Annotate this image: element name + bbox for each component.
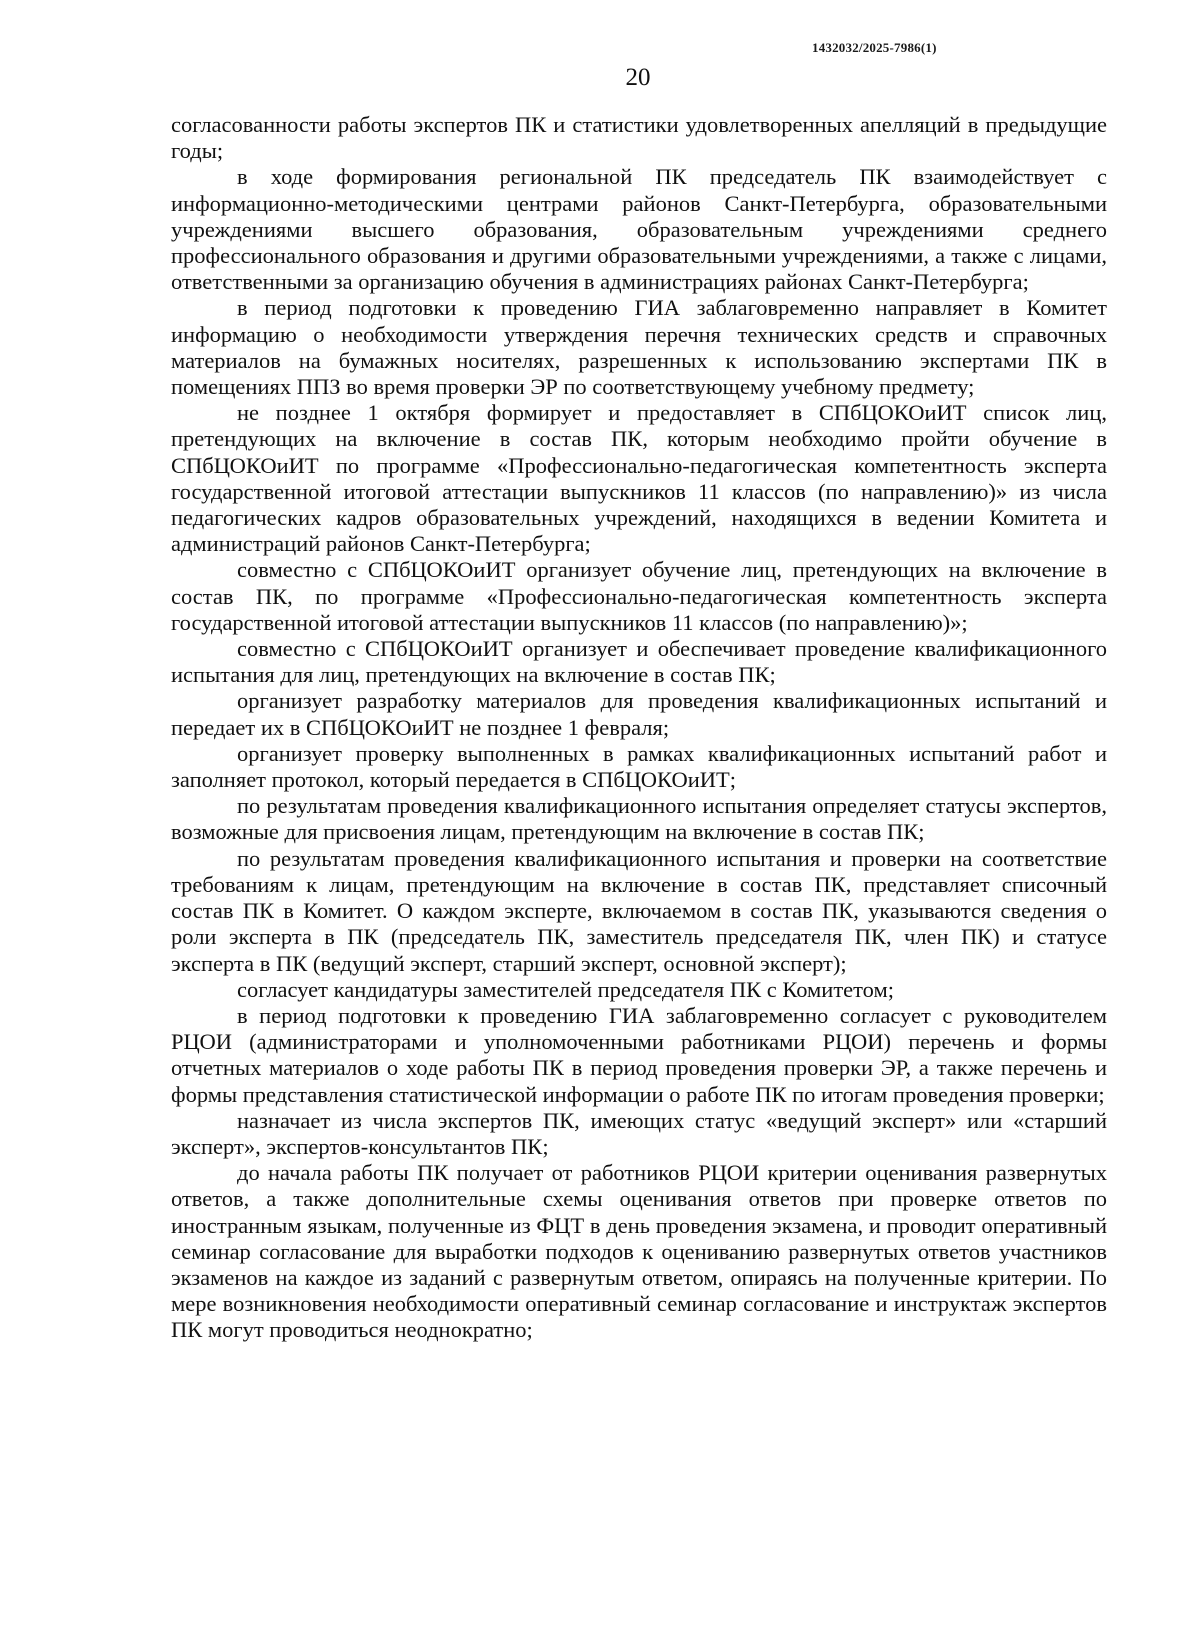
paragraph: в ходе формирования региональной ПК председатель ПК взаимодействует с информационно-методическими центрами районов Санкт-Петербурга, образовательными учреждениями высшего образования, образовательным учреждениями среднего профессионального образования и другими образовательными учреждениями, а также с лицами, ответственными за организацию обучения в администрациях районах Санкт-Петербурга; — [171, 164, 1107, 295]
paragraph: не позднее 1 октября формирует и предоставляет в СПбЦОКОиИТ список лиц, претендующих на включение в состав ПК, которым необходимо пройти обучение в СПбЦОКОиИТ по программе «Профессионально-педагогическая компетентность эксперта государственной итоговой аттестации выпускников 11 классов (по направлению)» из числа педагогических кадров образовательных учреждений, находящихся в ведении Комитета и администраций районов Санкт-Петербурга; — [171, 400, 1107, 557]
page-number: 20 — [625, 64, 651, 91]
body-text — [171, 112, 1107, 1344]
paragraph: в период подготовки к проведению ГИА заблаговременно согласует с руководителем РЦОИ (администраторами и уполномоченными работниками РЦОИ) перечень и формы отчетных материалов о ходе работы ПК в период проведения проверки ЭР, а также перечень и формы представления статистической информации о работе ПК по итогам проведения проверки; — [171, 1002, 1107, 1107]
paragraph: совместно с СПбЦОКОиИТ организует обучение лиц, претендующих на включение в состав ПК, по программе «Профессионально-педагогическая компетентность эксперта государственной итоговой аттестации выпускников 11 классов (по направлению)»; — [171, 557, 1107, 635]
paragraph: по результатам проведения квалификационного испытания определяет статусы экспертов, возможные для присвоения лицам, претендующим на включение в состав ПК; — [171, 793, 1107, 845]
paragraph: назначает из числа экспертов ПК, имеющих статус «ведущий эксперт» или «старший эксперт», экспертов-консультантов ПК; — [171, 1107, 1107, 1159]
document-id: 1432032/2025-7986(1) — [812, 40, 937, 55]
paragraph: совместно с СПбЦОКОиИТ организует и обеспечивает проведение квалификационного испытания для лиц, претендующих на включение в состав ПК; — [171, 636, 1107, 688]
paragraph: до начала работы ПК получает от работников РЦОИ критерии оценивания развернутых ответов, а также дополнительные схемы оценивания ответов при проверке ответов по иностранным языкам, полученные из ФЦТ в день проведения экзамена, и проводит оперативный семинар согласование для выработки подходов к оцениванию развернутых ответов участников экзаменов на каждое из заданий с развернутым ответом, опираясь на полученные критерии. По мере возникновения необходимости оперативный семинар согласование и инструктаж экспертов ПК могут проводиться неоднократно; — [171, 1160, 1107, 1343]
paragraph: организует проверку выполненных в рамках квалификационных испытаний работ и заполняет протокол, который передается в СПбЦОКОиИТ; — [171, 740, 1107, 793]
paragraph: в период подготовки к проведению ГИА заблаговременно направляет в Комитет информацию о необходимости утверждения перечня технических средств и справочных материалов на бумажных носителях, разрешенных к использованию экспертами ПК в помещениях ППЗ во время проверки ЭР по соответствующему учебному предмету; — [171, 295, 1107, 400]
paragraph: согласованности работы экспертов ПК и статистики удовлетворенных апелляций в предыдущие годы; — [171, 112, 1107, 164]
paragraph: по результатам проведения квалификационного испытания и проверки на соответствие требованиям к лицам, претендующим на включение в состав ПК, представляет списочный состав ПК в Комитет. О каждом эксперте, включаемом в состав ПК, указываются сведения о роли эксперта в ПК (председатель ПК, заместитель председателя ПК, член ПК) и статусе эксперта в ПК (ведущий эксперт, старший эксперт, основной эксперт); — [171, 845, 1107, 976]
paragraph: организует разработку материалов для проведения квалификационных испытаний и передает их в СПбЦОКОиИТ не позднее 1 февраля; — [171, 688, 1107, 740]
paragraph: согласует кандидатуры заместителей председателя ПК с Комитетом; — [237, 976, 894, 1002]
